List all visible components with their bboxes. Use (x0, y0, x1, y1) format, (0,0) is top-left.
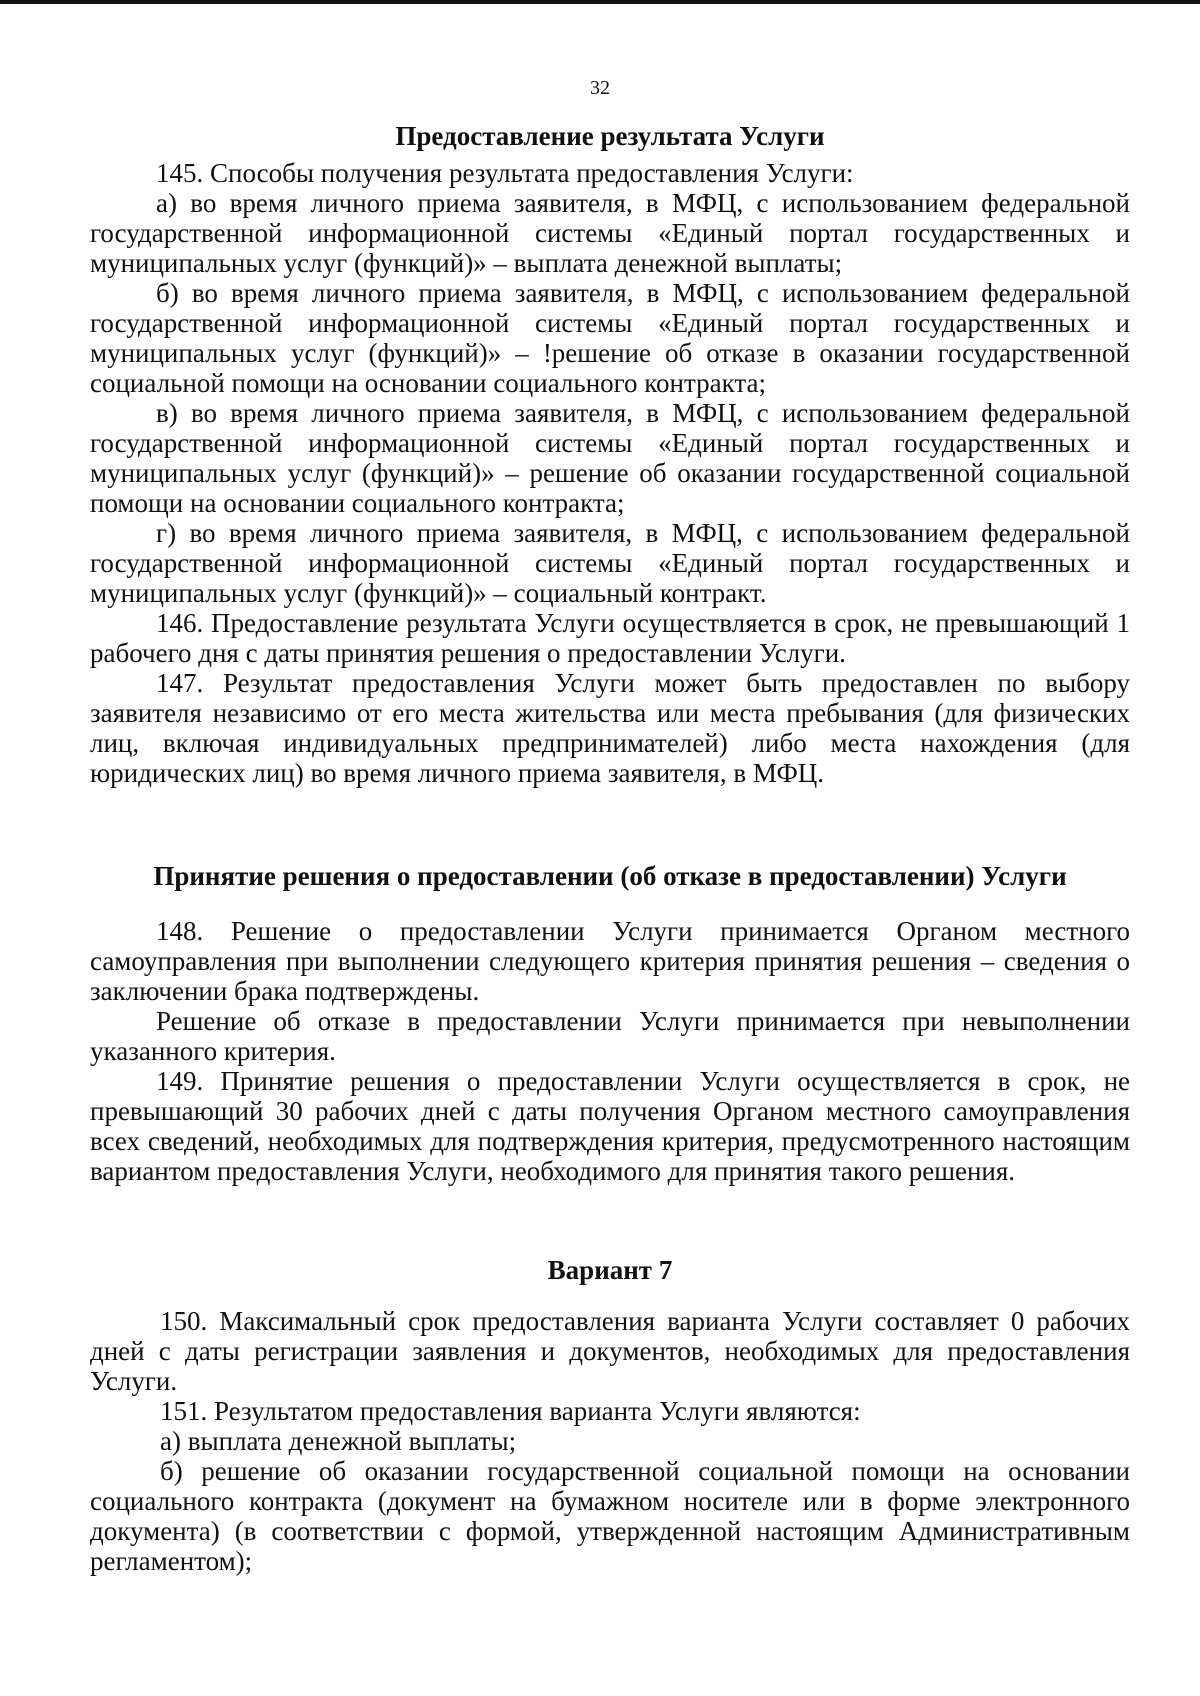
paragraph-145: 145. Способы получения результата предоставления Услуги: (156, 158, 854, 188)
section-heading-result: Предоставление результата Услуги (395, 121, 825, 151)
paragraph-148-refusal: Решение об отказе в предоставлении Услуги принимается при невыполнении указанного критерия. (90, 1006, 1130, 1066)
paragraph-150: 150. Максимальный срок предоставления варианта Услуги составляет 0 рабочих дней с даты регистрации заявления и документов, необходимых для предоставления Услуги. (90, 1306, 1130, 1396)
paragraph-149: 149. Принятие решения о предоставлении Услуги осуществляется в срок, не превышающий 30 рабочих дней с даты получения Органом местного самоуправления всех сведений, необходимых для подтверждения критерия, предусмотренного настоящим вариантом предоставления Услуги, необходимого для принятия такого решения. (90, 1066, 1130, 1186)
section-heading-variant-7: Вариант 7 (547, 1255, 673, 1285)
page-number: 32 (590, 77, 610, 99)
paragraph-151-a: а) выплата денежной выплаты; (160, 1426, 517, 1456)
paragraph-145-a: а) во время личного приема заявителя, в МФЦ, с использованием федеральной государственной информационной системы «Единый портал государственных и муниципальных услуг (функций)» – выплата денежной выплаты; (90, 188, 1130, 278)
section-body-decision (90, 916, 1130, 1186)
section-body-variant-7 (90, 1306, 1130, 1576)
section-heading-decision: Принятие решения о предоставлении (об отказе в предоставлении) Услуги (153, 861, 1067, 891)
paragraph-151: 151. Результатом предоставления варианта Услуги являются: (160, 1396, 861, 1426)
paragraph-145-b: б) во время личного приема заявителя, в МФЦ, с использованием федеральной государственной информационной системы «Единый портал государственных и муниципальных услуг (функций)» – !решение об отказе в оказании государственной социальной помощи на основании социального контракта; (90, 278, 1130, 398)
paragraph-146: 146. Предоставление результата Услуги осуществляется в срок, не превышающий 1 рабочего дня с даты принятия решения о предоставлении Услуги. (90, 608, 1130, 668)
paragraph-145-g: г) во время личного приема заявителя, в МФЦ, с использованием федеральной государственной информационной системы «Единый портал государственных и муниципальных услуг (функций)» – социальный контракт. (90, 518, 1130, 608)
paragraph-147: 147. Результат предоставления Услуги может быть предоставлен по выбору заявителя независимо от его места жительства или места пребывания (для физических лиц, включая индивидуальных предпринимателей) либо места нахождения (для юридических лиц) во время личного приема заявителя, в МФЦ. (90, 668, 1130, 788)
paragraph-145-v: в) во время личного приема заявителя, в МФЦ, с использованием федеральной государственной информационной системы «Единый портал государственных и муниципальных услуг (функций)» – решение об оказании государственной социальной помощи на основании социального контракта; (90, 398, 1130, 518)
paragraph-151-b: б) решение об оказании государственной социальной помощи на основании социального контракта (документ на бумажном носителе или в форме электронного документа) (в соответствии с формой, утвержденной настоящим Административным регламентом); (90, 1456, 1130, 1576)
paragraph-148: 148. Решение о предоставлении Услуги принимается Органом местного самоуправления при выполнении следующего критерия принятия решения – сведения о заключении брака подтверждены. (90, 916, 1130, 1006)
section-body-result (90, 158, 1130, 788)
